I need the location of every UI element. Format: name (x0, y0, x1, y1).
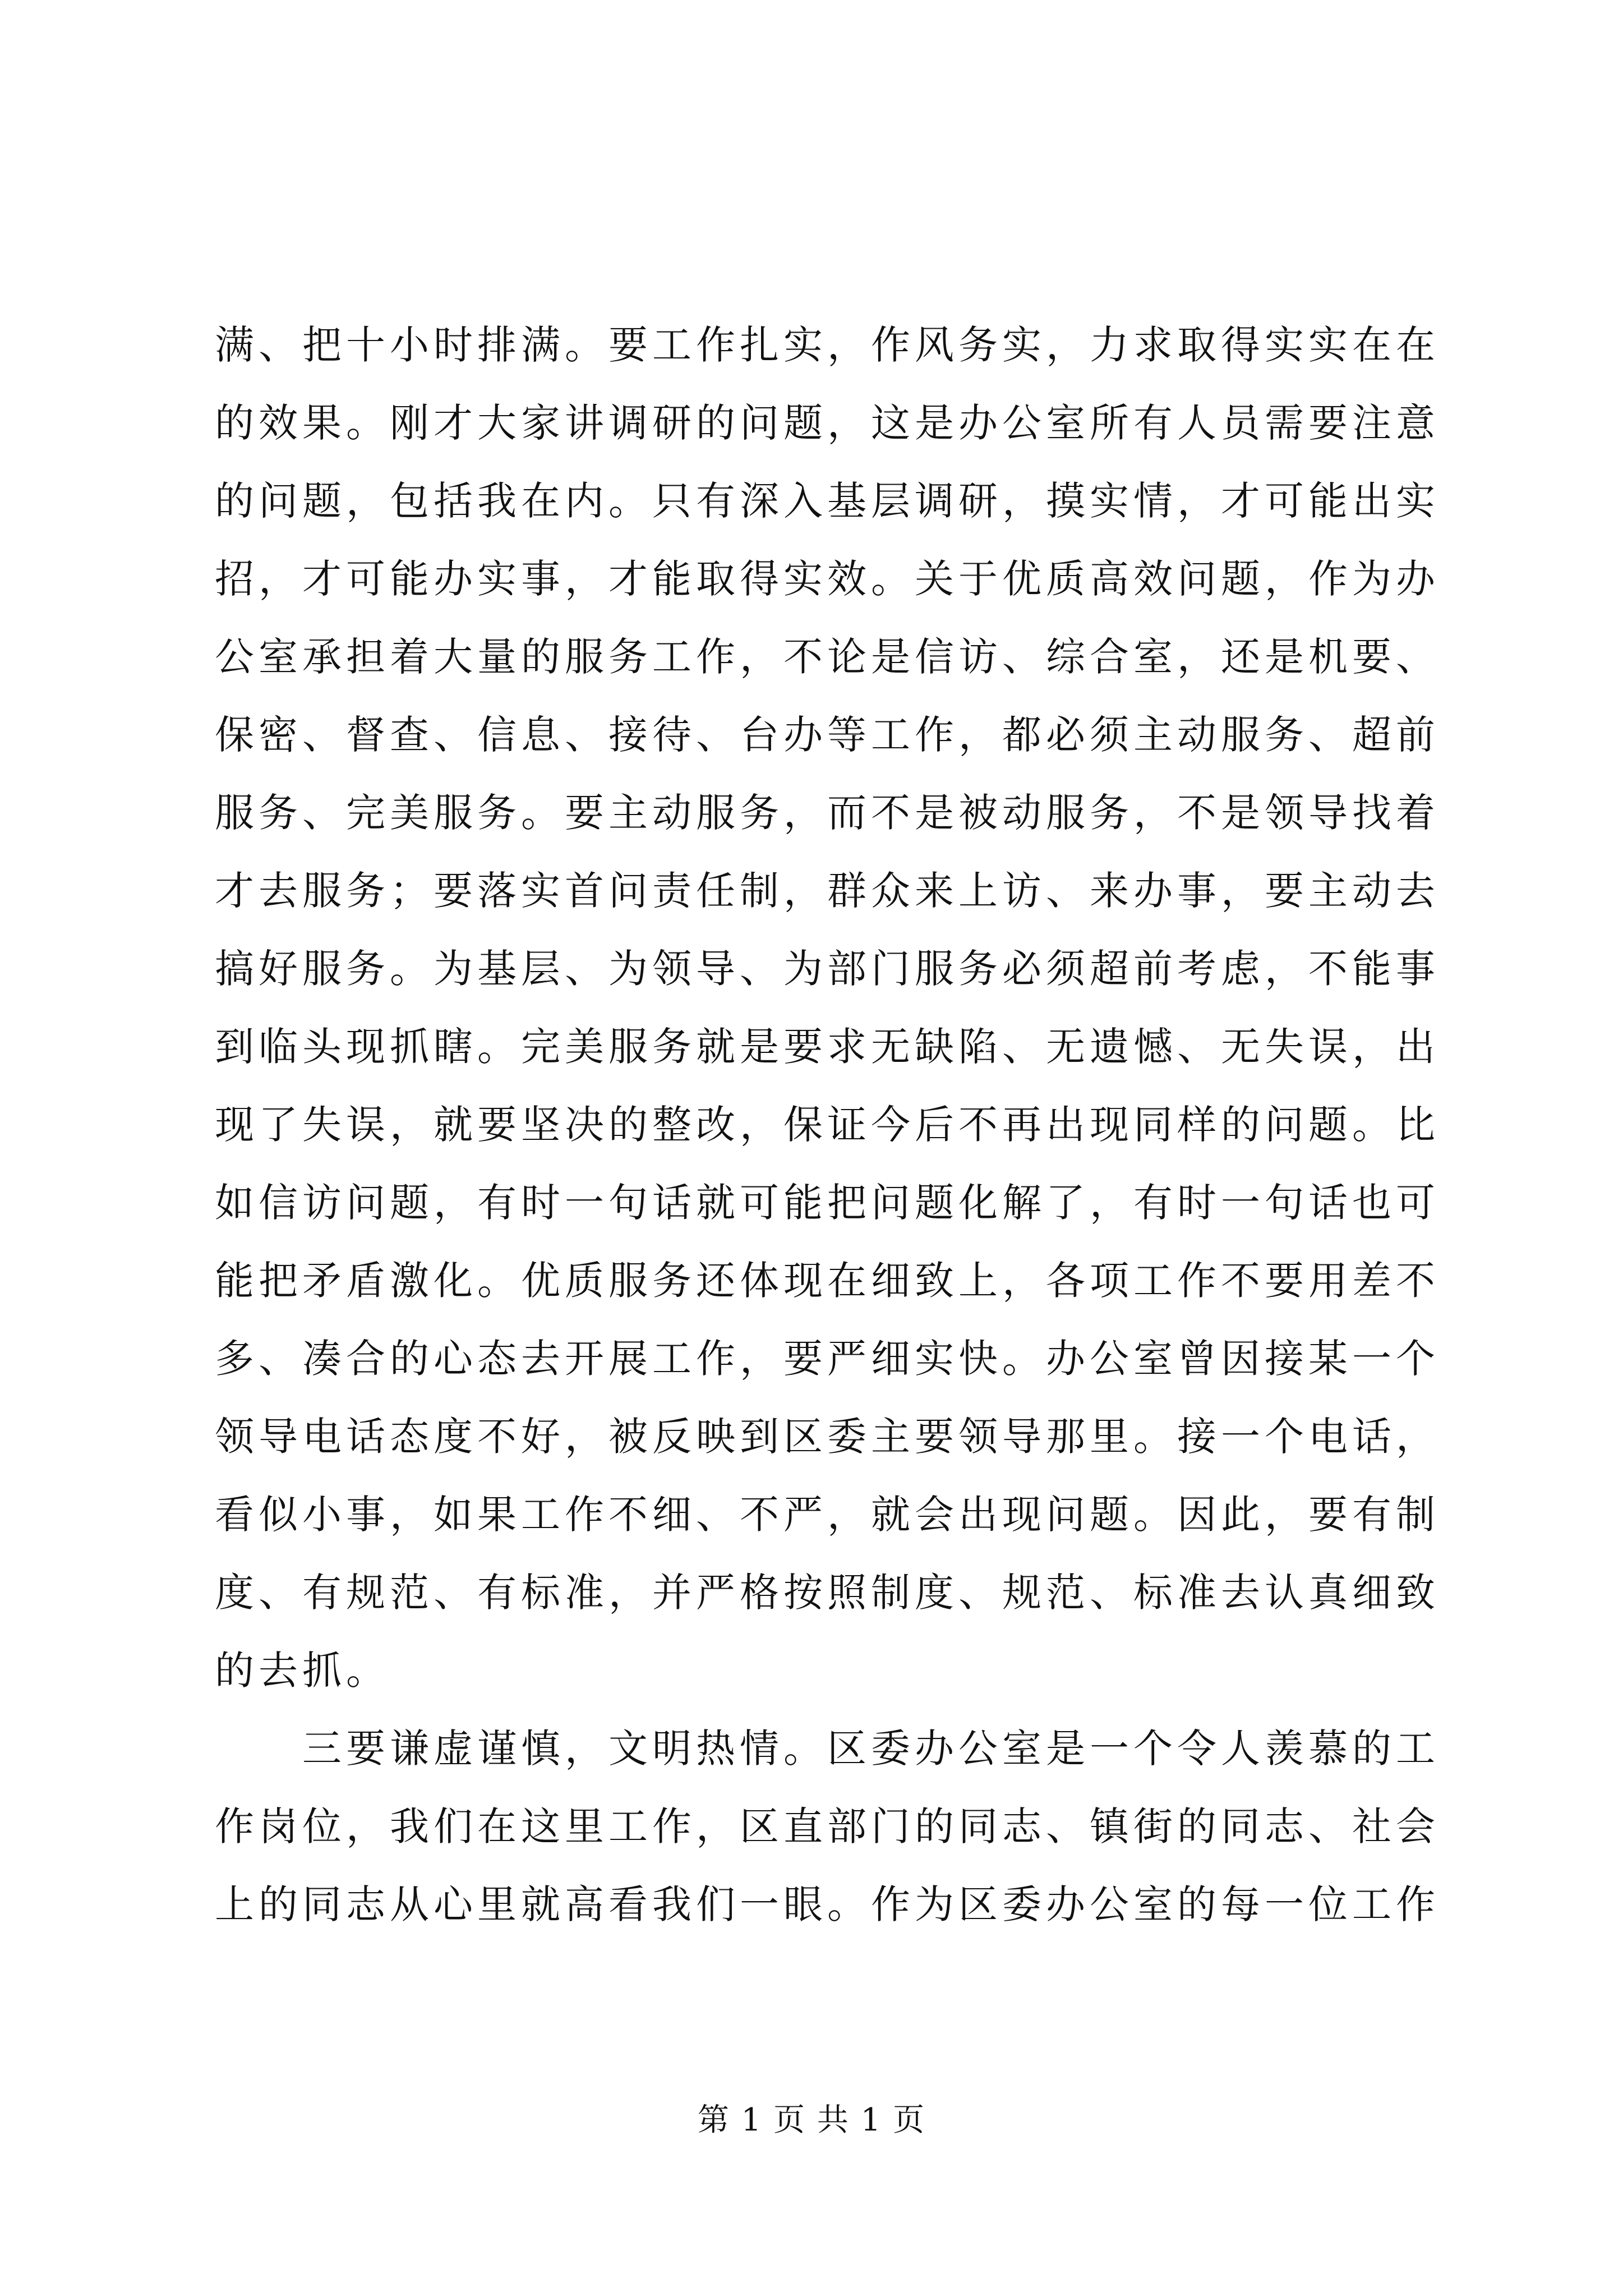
text-line: 搞好服务。为基层、为领导、为部门服务必须超前考虑，不能事 (215, 946, 1440, 992)
text-line: 作岗位，我们在这里工作，区直部门的同志、镇街的同志、社会 (215, 1803, 1440, 1849)
text-line: 上的同志从心里就高看我们一眼。作为区委办公室的每一位工作 (215, 1881, 1440, 1927)
page-number: 第 1 页 共 1 页 (697, 2102, 926, 2138)
page-footer (0, 2101, 1623, 2140)
text-line: 到临头现抓瞎。完美服务就是要求无缺陷、无遗憾、无失误，出 (215, 1024, 1440, 1070)
text-line: 满、把十小时排满。要工作扎实，作风务实，力求取得实实在在 (215, 322, 1440, 368)
text-line: 领导电话态度不好，被反映到区委主要领导那里。接一个电话， (215, 1414, 1440, 1460)
text-line: 的问题，包括我在内。只有深入基层调研，摸实情，才可能出实 (215, 478, 1440, 524)
text-line: 如信访问题，有时一句话就可能把问题化解了，有时一句话也可 (215, 1180, 1440, 1226)
text-line: 度、有规范、有标准，并严格按照制度、规范、标准去认真细致 (215, 1570, 1440, 1616)
text-line: 的去抓。 (215, 1648, 390, 1694)
text-line: 服务、完美服务。要主动服务，而不是被动服务，不是领导找着 (215, 790, 1440, 836)
text-line: 的效果。刚才大家讲调研的问题，这是办公室所有人员需要注意 (215, 400, 1440, 446)
text-line: 看似小事，如果工作不细、不严，就会出现问题。因此，要有制 (215, 1492, 1440, 1538)
text-line: 保密、督查、信息、接待、台办等工作，都必须主动服务、超前 (215, 712, 1440, 758)
document-body (215, 306, 1440, 1944)
text-line: 公室承担着大量的服务工作，不论是信访、综合室，还是机要、 (215, 634, 1440, 680)
text-line: 多、凑合的心态去开展工作，要严细实快。办公室曾因接某一个 (215, 1336, 1440, 1382)
paragraph-start-line: 三要谦虚谨慎，文明热情。区委办公室是一个令人羡慕的工 (215, 1726, 1440, 1772)
text-line: 招，才可能办实事，才能取得实效。关于优质高效问题，作为办 (215, 556, 1440, 602)
text-line: 才去服务；要落实首问责任制，群众来上访、来办事，要主动去 (215, 868, 1440, 914)
text-line: 现了失误，就要坚决的整改，保证今后不再出现同样的问题。比 (215, 1102, 1440, 1148)
text-line: 能把矛盾激化。优质服务还体现在细致上，各项工作不要用差不 (215, 1258, 1440, 1304)
